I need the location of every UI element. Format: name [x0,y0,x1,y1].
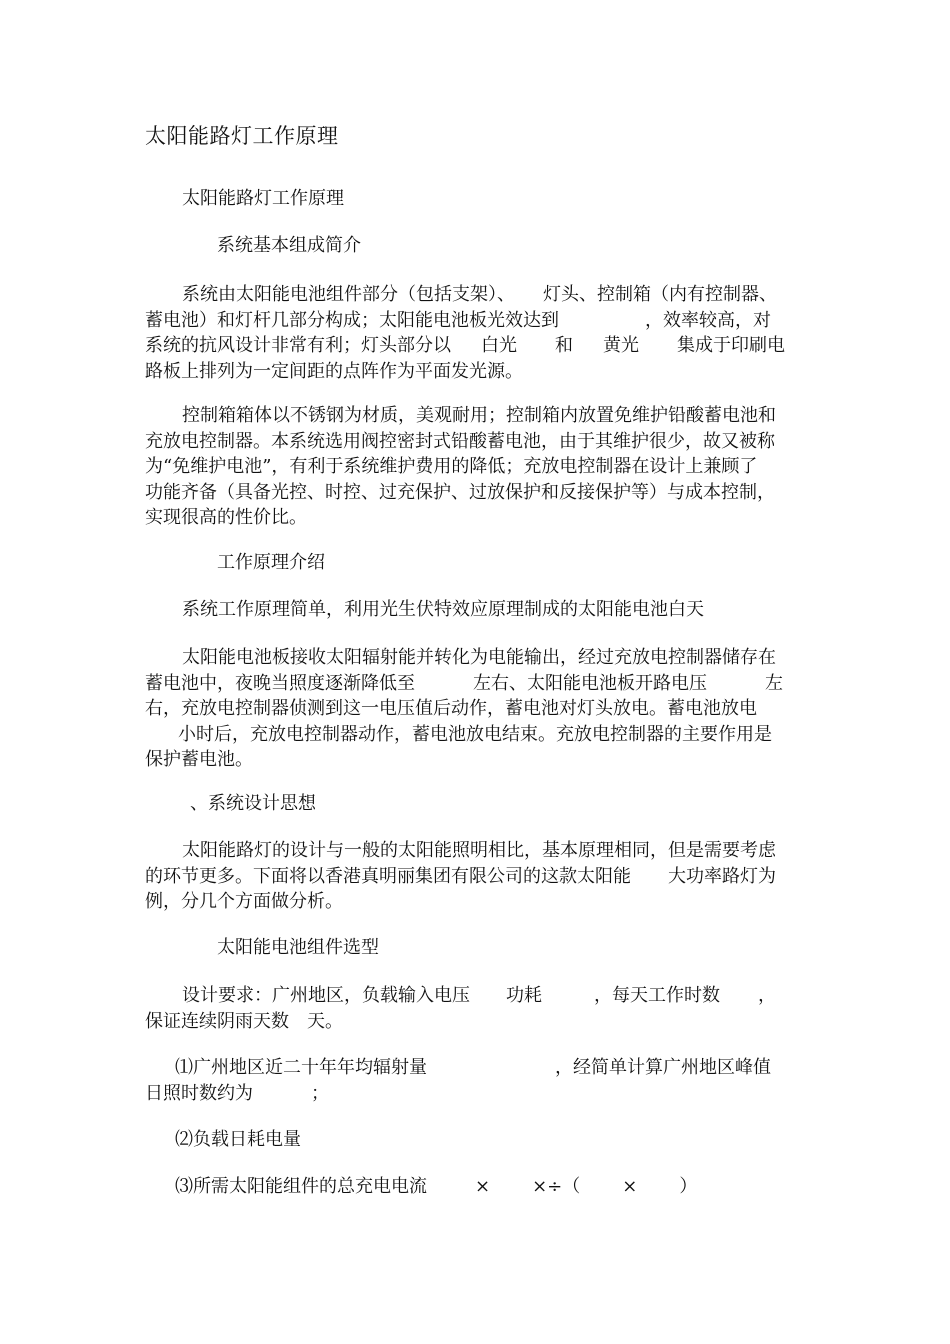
text-run: ； [311,1082,329,1104]
text-line: 例，分几个方面做分析。 [145,891,343,912]
text-run: 左右、太阳能电池板开路电压 [473,672,707,694]
paragraph-principle-intro [145,597,815,623]
text-run: 黄光 [603,335,639,356]
text-run: 和 [555,335,573,356]
text-run: 蓄电池中，夜晚当照度逐渐降低至 [145,672,415,694]
section-heading-principle: 工作原理介绍 [217,552,325,573]
text-line: 太阳能电池板接收太阳辐射能并转化为电能输出，经过充放电控制器储存在 [182,647,776,668]
paragraph-charging-current [145,1174,815,1200]
text-run: 集成于印刷电 [677,335,785,356]
text-run: ⑴广州地区近二十年年均辐射量 [175,1057,427,1078]
text-line: 系统工作原理简单，利用光生伏特效应原理制成的太阳能电池白天 [182,599,704,620]
text-line: 充放电控制器。本系统选用阀控密封式铅酸蓄电池，由于其维护很少，故又被称 [145,430,775,452]
multiply-sign: × [475,1176,491,1197]
text-run: 白光 [481,335,517,356]
text-run: 天。 [307,1010,343,1032]
text-run: ） [679,1176,698,1197]
section-heading-module-selection: 太阳能电池组件选型 [217,937,379,958]
paragraph-radiation [145,1055,815,1106]
text-run: ，效率较高，对 [645,309,771,331]
text-run: 灯头、控制箱（内有控制器、 [543,284,777,305]
text-line: 为“免维护电池”，有利于系统维护费用的降低；充放电控制器在设计上兼顾了 [145,456,758,477]
paragraph-requirements [145,983,815,1034]
paragraph-load [145,1127,815,1153]
text-run: ⑶所需太阳能组件的总充电电流 [175,1176,427,1197]
text-line: 右，充放电控制器侦测到这一电压值后动作，蓄电池对灯头放电。蓄电池放电 [145,698,757,719]
section-heading-composition: 系统基本组成简介 [217,235,361,256]
paragraph-control-box [145,403,815,531]
text-run: 设计要求：广州地区，负载输入电压 [182,985,470,1006]
text-run: 蓄电池）和灯杆几部分构成；太阳能电池板光效达到 [145,309,559,331]
text-run: ，每天工作时数 [594,985,720,1006]
text-run: ×÷（ [532,1176,581,1197]
text-run: 大功率路灯为 [668,865,776,887]
text-line: 路板上排列为一定间距的点阵作为平面发光源。 [145,360,523,382]
text-line: 保护蓄电池。 [145,749,253,770]
text-run: 系统的抗风设计非常有利；灯头部分以 [145,335,451,356]
text-run: 功耗 [506,985,542,1006]
text-run: ，经简单计算广州地区峰值 [555,1057,771,1078]
text-run: 系统由太阳能电池组件部分（包括支架）、 [182,284,515,305]
text-line: 小时后，充放电控制器动作，蓄电池放电结束。充放电控制器的主要作用是 [178,723,772,745]
text-line: 控制箱箱体以不锈钢为材质，美观耐用；控制箱内放置免维护铅酸蓄电池和 [182,405,776,426]
multiply-sign: × [622,1176,638,1197]
document-title: 太阳能路灯工作原理 [145,124,339,148]
text-run: 左 [765,672,783,694]
section-heading-design: 、系统设计思想 [190,793,316,814]
text-run: 保证连续阴雨天数 [145,1010,289,1032]
text-line: 太阳能路灯的设计与一般的太阳能照明相比，基本原理相同，但是需要考虑 [182,840,776,861]
subtitle-heading: 太阳能路灯工作原理 [182,188,344,209]
text-run: ， [758,985,776,1006]
text-line: 功能齐备（具备光控、时控、过充保护、过放保护和反接保护等）与成本控制， [145,481,775,503]
paragraph-design [145,838,815,915]
text-run: 日照时数约为 [145,1082,253,1104]
text-line: ⑵负载日耗电量 [175,1129,301,1150]
paragraph-composition [145,282,815,384]
paragraph-charging [145,645,815,773]
text-run: 的环节更多。下面将以香港真明丽集团有限公司的这款太阳能 [145,865,631,887]
text-line: 实现很高的性价比。 [145,507,307,528]
